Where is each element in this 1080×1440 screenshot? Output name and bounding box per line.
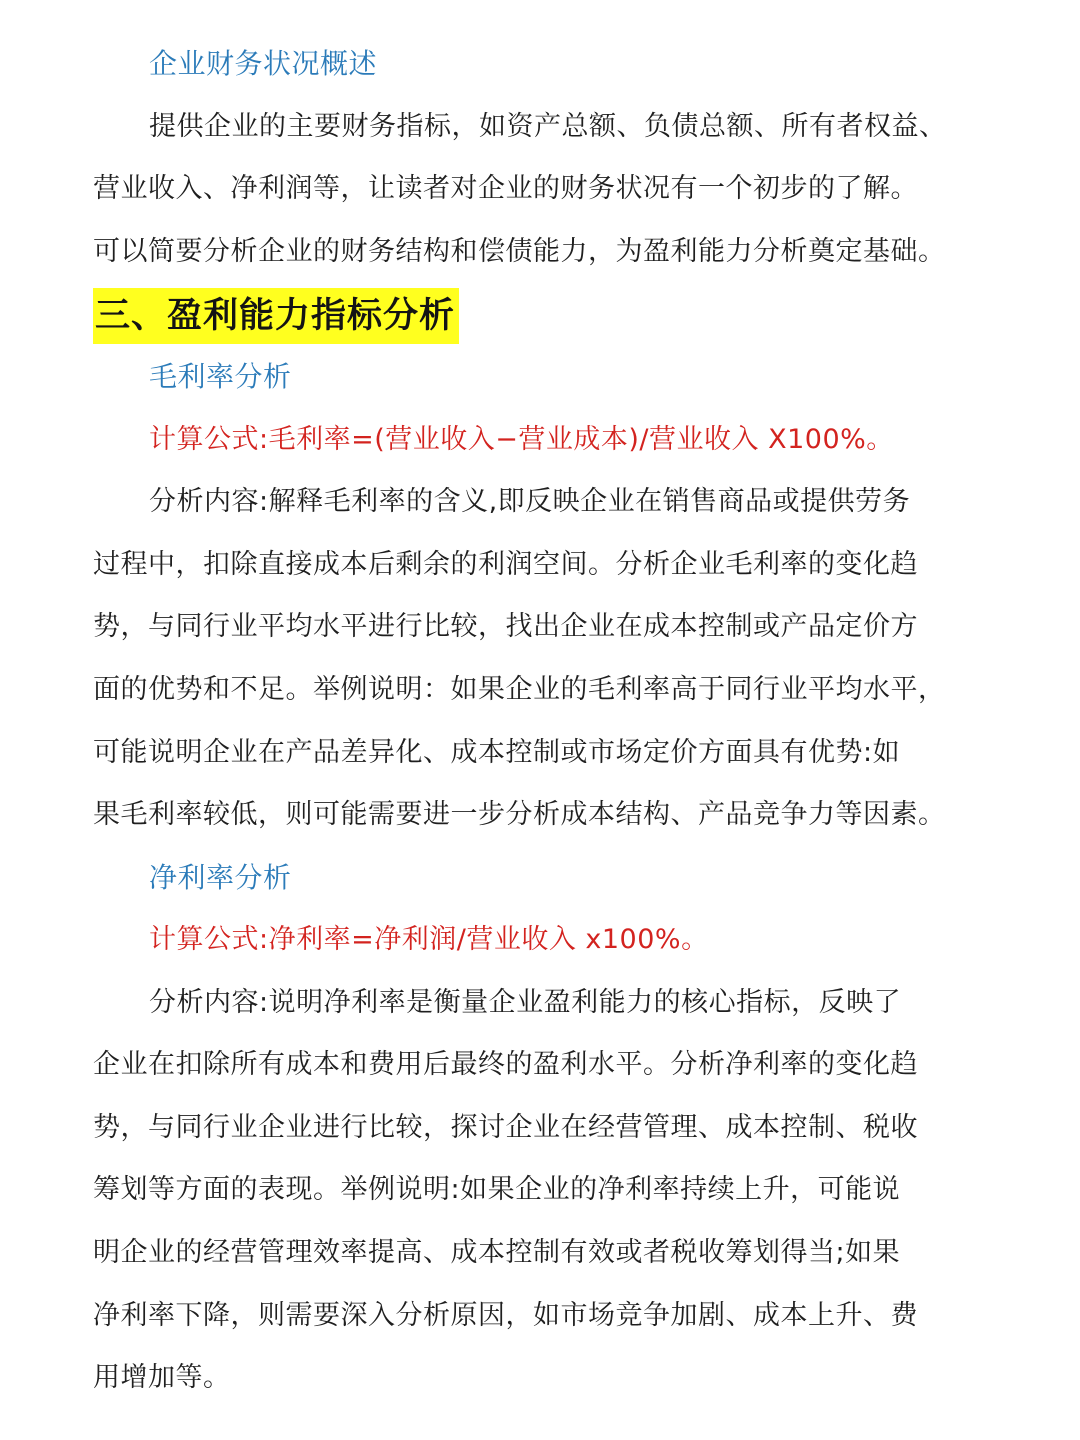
gross-margin-line-4: 面的优势和不足。举例说明：如果企业的毛利率高于同行业平均水平， bbox=[93, 674, 946, 705]
gross-margin-line-5: 可能说明企业在产品差异化、成本控制或市场定价方面具有优势:如 bbox=[93, 737, 901, 768]
gross-margin-formula: 计算公式:毛利率=(营业收入−营业成本)/营业收入 X100%。 bbox=[149, 424, 894, 455]
gross-margin-line-6: 果毛利率较低，则可能需要进一步分析成本结构、产品竞争力等因素。 bbox=[93, 799, 946, 830]
net-margin-formula: 计算公式:净利率=净利润/营业收入 x100%。 bbox=[149, 924, 709, 955]
net-margin-heading: 净利率分析 bbox=[149, 861, 292, 894]
net-margin-line-1: 分析内容:说明净利率是衡量企业盈利能力的核心指标，反映了 bbox=[149, 987, 902, 1018]
section-title-highlighted: 三、盈利能力指标分析 bbox=[93, 288, 459, 344]
overview-line-1: 提供企业的主要财务指标，如资产总额、负债总额、所有者权益、 bbox=[149, 111, 947, 142]
net-margin-line-2: 企业在扣除所有成本和费用后最终的盈利水平。分析净利率的变化趋 bbox=[93, 1049, 918, 1080]
overview-line-2: 营业收入、净利润等，让读者对企业的财务状况有一个初步的了解。 bbox=[93, 173, 918, 204]
net-margin-line-3: 势，与同行业企业进行比较，探讨企业在经营管理、成本控制、税收 bbox=[93, 1112, 918, 1143]
gross-margin-line-2: 过程中，扣除直接成本后剩余的利润空间。分析企业毛利率的变化趋 bbox=[93, 549, 918, 580]
gross-margin-heading: 毛利率分析 bbox=[149, 360, 292, 393]
net-margin-line-5: 明企业的经营管理效率提高、成本控制有效或者税收筹划得当;如果 bbox=[93, 1237, 901, 1268]
net-margin-line-4: 筹划等方面的表现。举例说明:如果企业的净利率持续上升，可能说 bbox=[93, 1174, 901, 1205]
net-margin-line-6: 净利率下降，则需要深入分析原因，如市场竞争加剧、成本上升、费 bbox=[93, 1300, 918, 1331]
gross-margin-line-1: 分析内容:解释毛利率的含义,即反映企业在销售商品或提供劳务 bbox=[149, 486, 911, 517]
overview-heading: 企业财务状况概述 bbox=[149, 47, 378, 80]
overview-line-3: 可以简要分析企业的财务结构和偿债能力，为盈利能力分析奠定基础。 bbox=[93, 236, 946, 267]
net-margin-line-7: 用增加等。 bbox=[93, 1362, 231, 1393]
gross-margin-line-3: 势，与同行业平均水平进行比较，找出企业在成本控制或产品定价方 bbox=[93, 611, 918, 642]
